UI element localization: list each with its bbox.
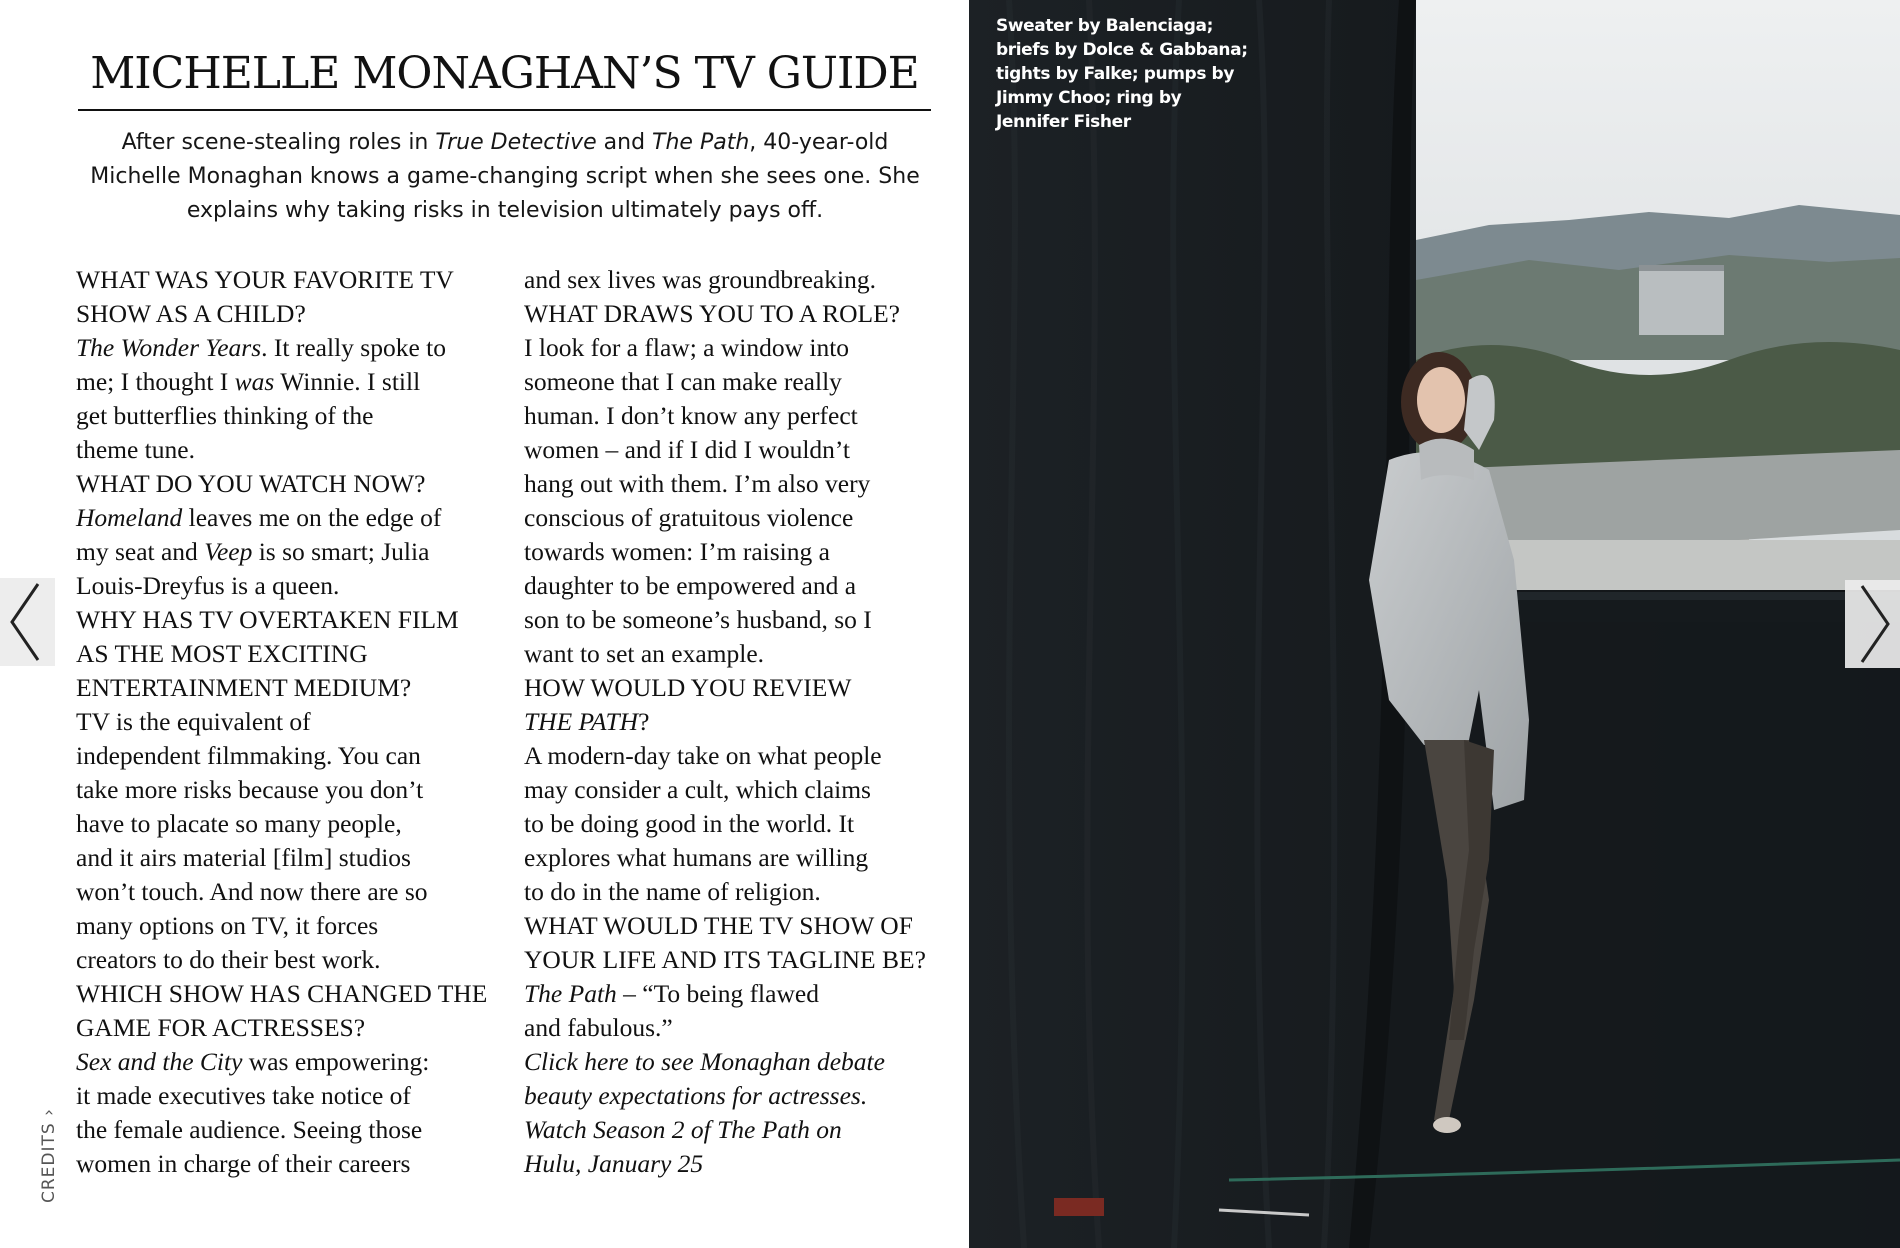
answer-line: Homeland leaves me on the edge of [76,503,442,532]
answer-line: want to set an example. [524,639,765,668]
answer-line: theme tune. [76,435,195,464]
answer-line: conscious of gratuitous violence [524,503,854,532]
answer-line: women – and if I did I wouldn’t [524,435,851,464]
caption-line: briefs by Dolce & Gabbana; [996,40,1248,60]
credits-button[interactable] [30,1060,64,1210]
answer-line: independent filmmaking. You can [76,741,421,770]
answer-line: to do in the name of religion. [524,877,821,906]
answer-line: won’t touch. And now there are so [76,877,428,906]
answer-line: creators to do their best work. [76,945,381,974]
question-line: WHICH SHOW HAS CHANGED THE [76,979,488,1008]
article-column-left [76,263,501,1181]
credits-label: CREDITS › [39,1108,59,1203]
answer-line: take more risks because you don’t [76,775,424,804]
editorial-photo [969,0,1900,1248]
answer-line: me; I thought I was Winnie. I still [76,367,421,396]
link-line[interactable]: Click here to see Monaghan debate [524,1047,885,1076]
deck-line: explains why taking risks in television ultimately pays off. [186,198,824,223]
question-line: AS THE MOST EXCITING [76,639,368,668]
answer-line: towards women: I’m raising a [524,537,830,566]
question-line: WHAT WOULD THE TV SHOW OF [524,911,913,940]
question-line: SHOW AS A CHILD? [76,299,306,328]
answer-line: hang out with them. I’m also very [524,469,871,498]
chevron-left-icon [0,578,55,666]
deck-line: Michelle Monaghan knows a game-changing script when she sees one. She [90,164,920,189]
photo-caption [996,14,1286,134]
question-line: ENTERTAINMENT MEDIUM? [76,673,412,702]
previous-page-button[interactable] [0,578,55,666]
article-title: MICHELLE MONAGHAN’S TV GUIDE [90,48,919,99]
next-page-button[interactable] [1845,580,1900,668]
link-line[interactable]: beauty expectations for actresses. [524,1081,868,1110]
question-line: WHAT DO YOU WATCH NOW? [76,469,426,498]
caption-line: Sweater by Balenciaga; [996,16,1213,36]
answer-line: the female audience. Seeing those [76,1115,423,1144]
answer-line: and it airs material [film] studios [76,843,411,872]
caption-line: Jimmy Choo; ring by [996,88,1182,108]
answer-line: have to placate so many people, [76,809,402,838]
answer-line: TV is the equivalent of [76,707,311,736]
answer-line: Hulu, January 25 [524,1149,704,1178]
question-line: GAME FOR ACTRESSES? [76,1013,366,1042]
answer-line: Watch Season 2 of The Path on [524,1115,842,1144]
answer-line: to be doing good in the world. It [524,809,855,838]
answer-line: it made executives take notice of [76,1081,411,1110]
deck-line: After scene-stealing roles in True Detective and The Path, 40-year-old [121,130,889,155]
answer-line: my seat and Veep is so smart; Julia [76,537,430,566]
answer-line: explores what humans are willing [524,843,869,872]
question-line: WHAT DRAWS YOU TO A ROLE? [524,299,900,328]
answer-line: daughter to be empowered and a [524,571,857,600]
question-line: HOW WOULD YOU REVIEW [524,673,852,702]
question-line: WHY HAS TV OVERTAKEN FILM [76,605,459,634]
answer-line: human. I don’t know any perfect [524,401,858,430]
answer-line: and sex lives was groundbreaking. [524,265,876,294]
answer-line: Louis-Dreyfus is a queen. [76,571,340,600]
title-divider [78,109,931,111]
answer-line: someone that I can make really [524,367,842,396]
article-deck [85,126,925,228]
answer-line: The Path – “To being flawed [524,979,819,1008]
answer-line: may consider a cult, which claims [524,775,871,804]
answer-line: The Wonder Years. It really spoke to [76,333,446,362]
question-line: THE PATH? [524,707,650,736]
answer-line: I look for a flaw; a window into [524,333,850,362]
answer-line: women in charge of their careers [76,1149,411,1178]
caption-line: Jennifer Fisher [996,112,1131,132]
answer-line: get butterflies thinking of the [76,401,374,430]
answer-line: and fabulous.” [524,1013,673,1042]
question-line: WHAT WAS YOUR FAVORITE TV [76,265,454,294]
caption-line: tights by Falke; pumps by [996,64,1235,84]
chevron-right-icon [1845,580,1900,668]
answer-line: A modern-day take on what people [524,741,882,770]
article-column-right [524,263,949,1181]
photo-illustration [969,0,1900,1248]
answer-line: son to be someone’s husband, so I [524,605,872,634]
answer-line: many options on TV, it forces [76,911,379,940]
answer-line: Sex and the City was empowering: [76,1047,430,1076]
question-line: YOUR LIFE AND ITS TAGLINE BE? [524,945,926,974]
